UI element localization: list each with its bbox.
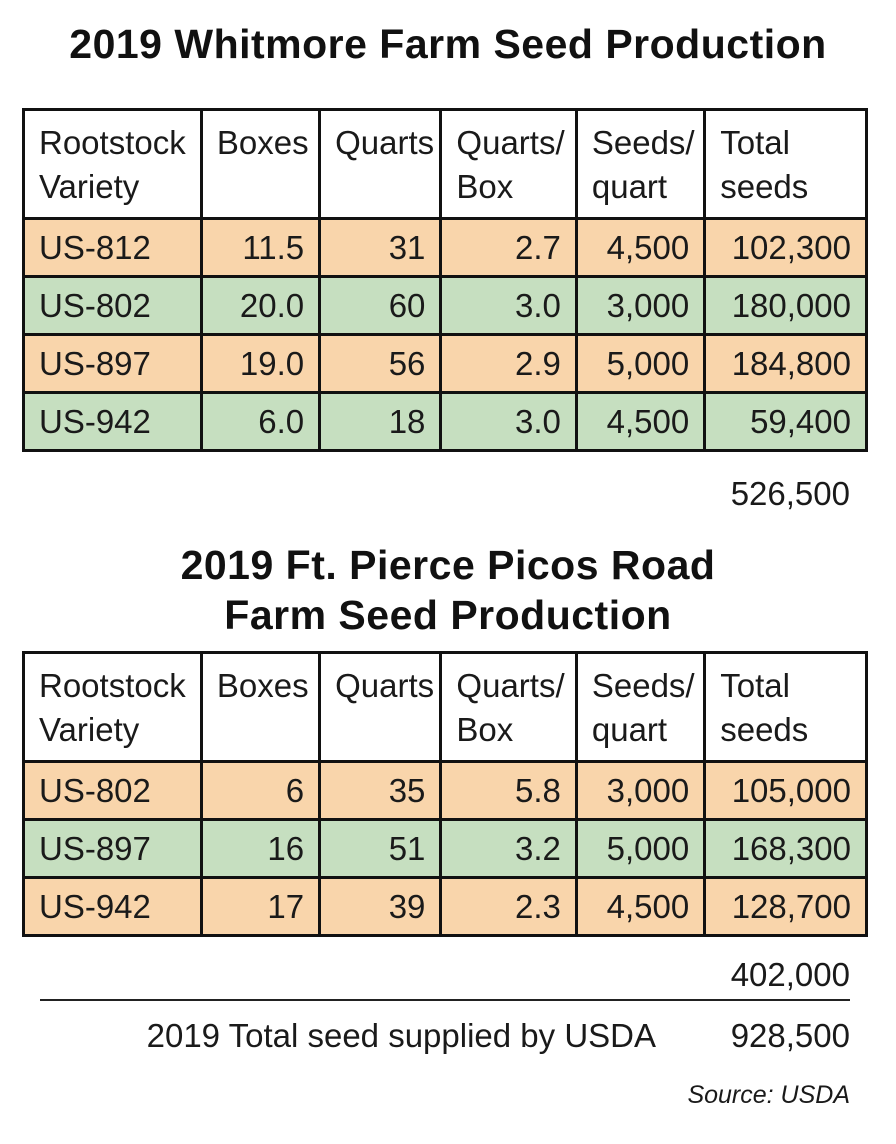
cell-total-seeds: 105,000 — [705, 762, 867, 820]
table-row — [24, 878, 867, 936]
cell-seeds-per-quart: 4,500 — [576, 878, 704, 936]
header-boxes — [201, 110, 319, 219]
header-row — [24, 653, 867, 762]
cell-boxes: 11.5 — [201, 219, 319, 277]
table2-title-line2: Farm Seed Production — [224, 592, 672, 638]
cell-quarts: 56 — [320, 335, 441, 393]
header-line: Total — [720, 124, 790, 161]
table-row — [24, 277, 867, 335]
header-line: Box — [456, 711, 514, 748]
header-line: Quarts — [335, 124, 435, 161]
cell-total-seeds: 180,000 — [705, 277, 867, 335]
header-line: Rootstock — [39, 667, 186, 704]
table-row — [24, 820, 867, 878]
cell-quarts-per-box: 2.7 — [441, 219, 576, 277]
table1-title: 2019 Whitmore Farm Seed Production — [69, 21, 827, 67]
cell-variety: US-942 — [24, 393, 202, 451]
cell-quarts-per-box: 5.8 — [441, 762, 576, 820]
header-line: quart — [591, 711, 668, 748]
cell-total-seeds: 102,300 — [705, 219, 867, 277]
cell-quarts: 31 — [320, 219, 441, 277]
table2-subtotal: 402,000 — [730, 956, 850, 993]
cell-quarts: 35 — [320, 762, 441, 820]
header-quarts — [320, 110, 441, 219]
cell-variety: US-802 — [24, 762, 202, 820]
cell-boxes: 17 — [201, 878, 319, 936]
header-line: seeds — [720, 711, 809, 748]
cell-boxes: 6.0 — [201, 393, 319, 451]
cell-total-seeds: 184,800 — [705, 335, 867, 393]
header-seeds-per-quart — [576, 653, 704, 762]
header-quarts-per-box — [441, 110, 576, 219]
header-quarts — [320, 653, 441, 762]
table2-title — [0, 540, 896, 640]
header-line: Seeds/ — [591, 124, 695, 161]
cell-seeds-per-quart: 4,500 — [576, 393, 704, 451]
cell-variety: US-802 — [24, 277, 202, 335]
header-total-seeds — [705, 110, 867, 219]
cell-quarts-per-box: 3.0 — [441, 277, 576, 335]
header-boxes — [201, 653, 319, 762]
cell-total-seeds: 59,400 — [705, 393, 867, 451]
header-line: seeds — [720, 168, 809, 205]
header-line: Quarts/ — [456, 124, 565, 161]
header-row — [24, 110, 867, 219]
cell-boxes: 6 — [201, 762, 319, 820]
header-line: Variety — [39, 168, 140, 205]
grand-total-label: 2019 Total seed supplied by USDA — [146, 1017, 656, 1054]
cell-variety: US-897 — [24, 335, 202, 393]
header-rootstock-variety — [24, 110, 202, 219]
cell-quarts-per-box: 3.2 — [441, 820, 576, 878]
table2-title-line1: 2019 Ft. Pierce Picos Road — [180, 542, 716, 588]
cell-boxes: 16 — [201, 820, 319, 878]
header-total-seeds — [705, 653, 867, 762]
header-line: Box — [456, 168, 514, 205]
header-line: Quarts/ — [456, 667, 565, 704]
grand-total-value: 928,500 — [730, 1017, 850, 1054]
table-row — [24, 219, 867, 277]
cell-quarts-per-box: 3.0 — [441, 393, 576, 451]
header-line: Boxes — [216, 667, 309, 704]
cell-variety: US-812 — [24, 219, 202, 277]
header-line: Quarts — [335, 667, 435, 704]
cell-quarts: 51 — [320, 820, 441, 878]
cell-seeds-per-quart: 5,000 — [576, 335, 704, 393]
source-credit: Source: USDA — [687, 1081, 850, 1109]
cell-seeds-per-quart: 5,000 — [576, 820, 704, 878]
cell-seeds-per-quart: 4,500 — [576, 219, 704, 277]
cell-quarts: 39 — [320, 878, 441, 936]
table-row — [24, 393, 867, 451]
header-line: Rootstock — [39, 124, 186, 161]
header-line: quart — [591, 168, 668, 205]
cell-variety: US-897 — [24, 820, 202, 878]
header-line: Total — [720, 667, 790, 704]
header-line: Variety — [39, 711, 140, 748]
cell-total-seeds: 128,700 — [705, 878, 867, 936]
header-quarts-per-box — [441, 653, 576, 762]
header-line: Seeds/ — [591, 667, 695, 704]
whitmore-seed-table — [22, 108, 868, 452]
cell-variety: US-942 — [24, 878, 202, 936]
cell-quarts: 60 — [320, 277, 441, 335]
table1-subtotal: 526,500 — [730, 475, 850, 512]
cell-quarts-per-box: 2.3 — [441, 878, 576, 936]
header-seeds-per-quart — [576, 110, 704, 219]
cell-seeds-per-quart: 3,000 — [576, 277, 704, 335]
table-row — [24, 762, 867, 820]
table-row — [24, 335, 867, 393]
cell-boxes: 19.0 — [201, 335, 319, 393]
total-divider — [40, 999, 850, 1001]
cell-total-seeds: 168,300 — [705, 820, 867, 878]
cell-boxes: 20.0 — [201, 277, 319, 335]
cell-seeds-per-quart: 3,000 — [576, 762, 704, 820]
cell-quarts: 18 — [320, 393, 441, 451]
cell-quarts-per-box: 2.9 — [441, 335, 576, 393]
header-line: Boxes — [216, 124, 309, 161]
header-rootstock-variety — [24, 653, 202, 762]
ft-pierce-seed-table — [22, 651, 868, 937]
